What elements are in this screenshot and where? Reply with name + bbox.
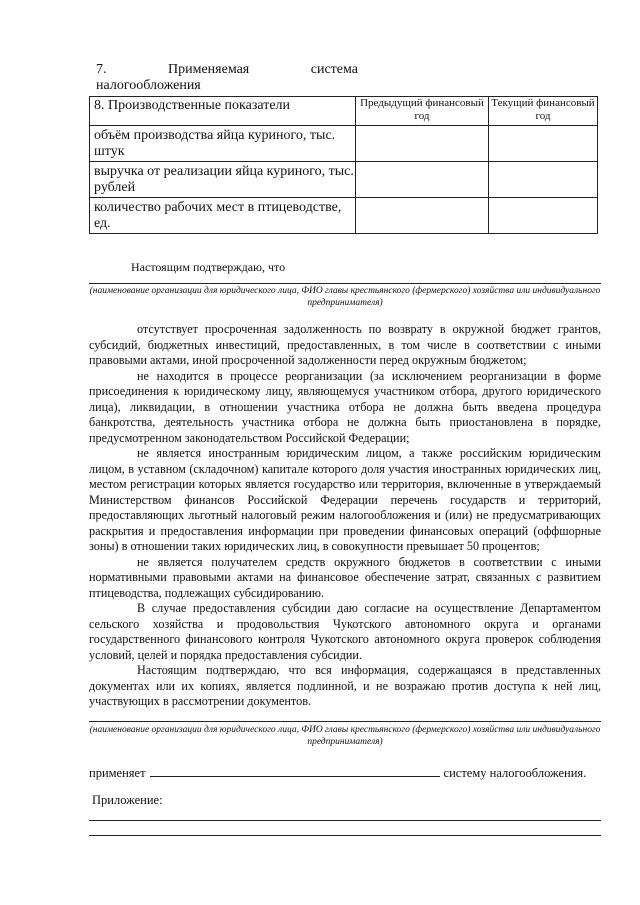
cell-curr-egg-production[interactable] [489, 126, 598, 162]
applies-suffix: систему налогообложения. [443, 766, 587, 780]
declaration-body [89, 322, 601, 710]
organization-name-line-2[interactable] [89, 721, 601, 722]
column-previous-year: Предыдущий финансовый год [356, 97, 489, 126]
cell-prev-jobs[interactable] [356, 198, 489, 234]
tax-system-input-line[interactable] [150, 764, 440, 777]
declaration-paragraph: Настоящим подтверждаю, что вся информация, содержащаяся в представленных документах или их копиях, является подлинной, и не возражаю против доступа к ней лиц, участвующих в рассмотрении документов. [89, 663, 601, 708]
table-row [90, 162, 598, 198]
column-current-year: Текущий финансовый год [489, 97, 598, 126]
cell-prev-egg-production[interactable] [356, 126, 489, 162]
declaration-paragraph: отсутствует просроченная задолженность по возврату в окружной бюджет грантов, субсидий, бюджетных инвестиций, предоставленных, в том числе в соответствии с иными правовыми актами, иной просроченной задолженности перед окружным бюджетом; [89, 322, 601, 367]
organization-name-caption-2: (наименование организации для юридического лица, ФИО главы крестьянского (фермерского) хозяйства или индивидуального предпринимателя) [89, 725, 601, 747]
row-label-jobs: количество рабочих мест в птицеводстве, ед. [90, 198, 356, 234]
organization-name-caption: (наименование организации для юридического лица, ФИО главы крестьянского (фермерского) хозяйства или индивидуального предпринимателя) [89, 286, 601, 308]
table-row [90, 198, 598, 234]
declaration-paragraph: не является иностранным юридическим лицом, а также российским юридическим лицом, в уставном (складочном) капитале которого доля участия иностранных юридических лиц, местом регистрации которых является государство или территория, включенные в утверждаемый Министерством финансов Российской Федерации перечень государств и территорий, предоставляющих льготный налоговый режим налогообложения и (или) не предусматривающих раскрытия и предоставления информации при проведении финансовых операций (оффшорные зоны) в отношении таких юридических лиц, в совокупности превышает 50 процентов; [89, 446, 601, 553]
table-title: 8. Производственные показатели [90, 97, 356, 126]
declaration-paragraph: не является получателем средств окружного бюджетов в соответствии с иными нормативными правовыми актами на финансовое обеспечение затрат, связанных с развитием птицеводства, подлежащих субсидированию. [89, 554, 601, 600]
declaration-paragraph: не находится в процессе реорганизации (за исключением реорганизации в форме присоединения к юридическому лицу, являющемуся участником отбора, другого юридического лица), ликвидации, в отношении участника отбора не должна быть введена процедура банкротства, деятельность участника отбора не должна быть приостановлена в порядке, предусмотренном законодательством Российской Федерации; [89, 368, 601, 445]
attachment-label: Приложение: [92, 793, 163, 807]
declaration-paragraph: В случае предоставления субсидии даю согласие на осуществление Департаментом сельского хозяйства и продовольствия Чукотского автономного округа и органами государственного финансового контроля Чукотского автономного округа проверок соблюдения условий, целей и порядка предоставления субсидии. [89, 601, 601, 662]
section-7-line2: налогообложения [96, 78, 201, 93]
section-7-word1: Применяемая [168, 62, 250, 77]
attachment-line-1[interactable] [89, 820, 601, 821]
organization-name-line[interactable] [89, 283, 601, 284]
row-label-egg-production: объём производства яйца куриного, тыс. штук [90, 126, 356, 162]
confirm-intro: Настоящим подтверждаю, что [131, 260, 286, 274]
applies-tax-system-line [89, 764, 601, 781]
table-row [90, 126, 598, 162]
section-7-tax-system [96, 62, 358, 94]
attachment-line-2[interactable] [89, 835, 601, 836]
production-indicators-table [89, 96, 598, 234]
row-label-egg-revenue: выручка от реализации яйца куриного, тыс. рублей [90, 162, 356, 198]
cell-curr-jobs[interactable] [489, 198, 598, 234]
cell-prev-egg-revenue[interactable] [356, 162, 489, 198]
cell-curr-egg-revenue[interactable] [489, 162, 598, 198]
section-7-number: 7. [96, 62, 107, 77]
table-header-row [90, 97, 598, 126]
section-7-word2: система [310, 62, 358, 77]
applies-prefix: применяет [89, 766, 146, 780]
